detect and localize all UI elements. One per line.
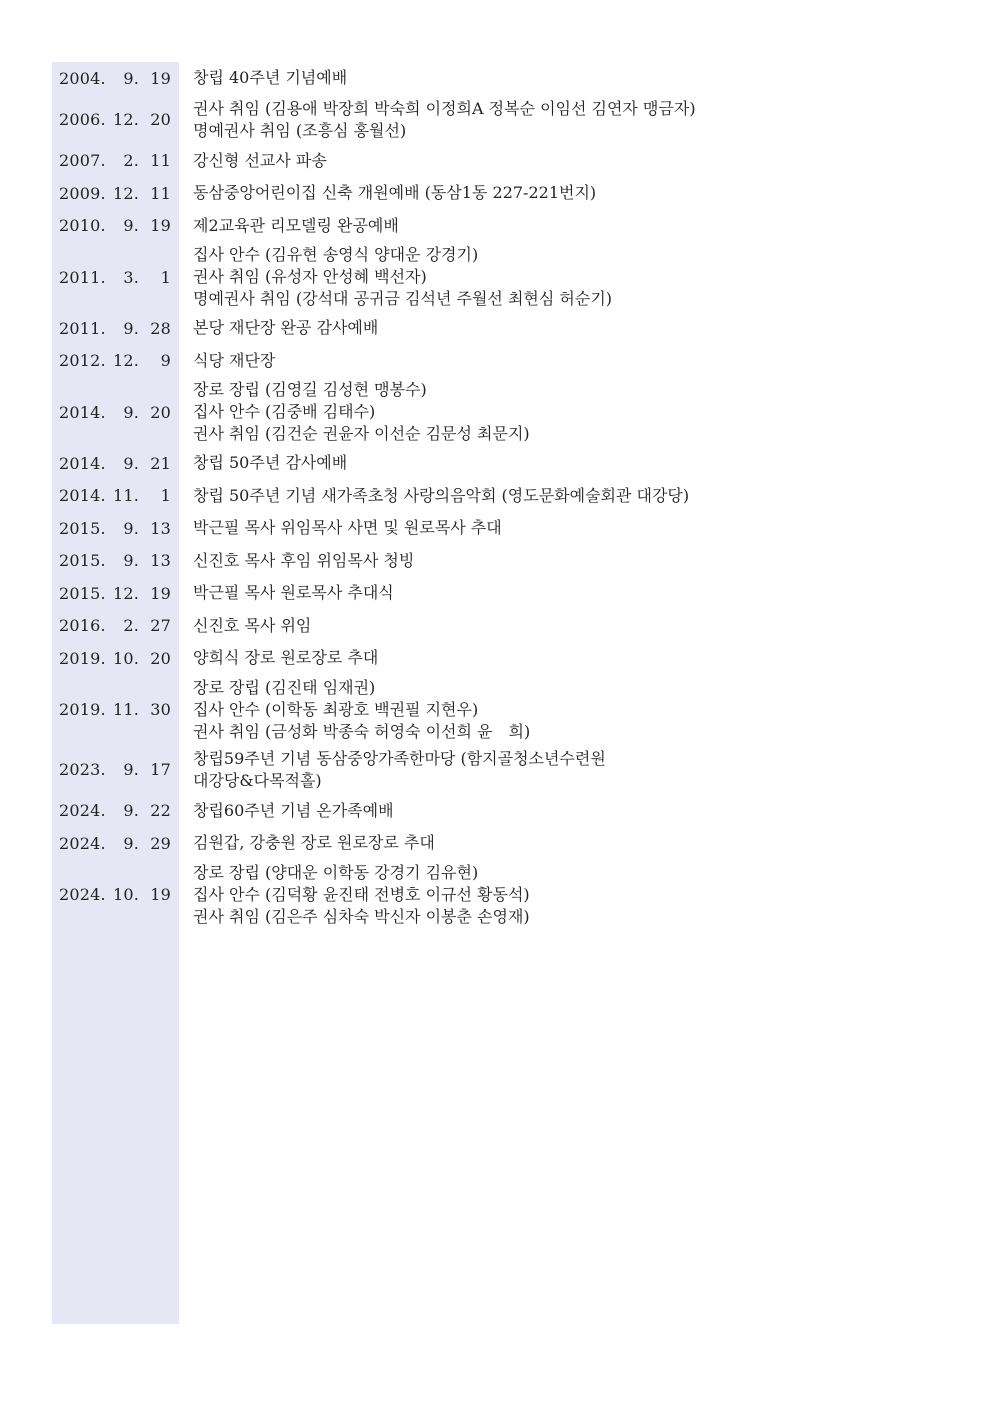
- event-date: [52, 319, 179, 338]
- event-date: [52, 454, 179, 473]
- date-month: 9.: [123, 453, 139, 473]
- date-year: 2019.: [59, 700, 106, 719]
- date-month: 12.: [112, 583, 139, 603]
- date-month: 2.: [123, 151, 139, 171]
- event-line: 권사 취임 (금성화 박종숙 허영숙 이선희 윤 희): [193, 721, 531, 741]
- timeline-row: [52, 312, 952, 345]
- date-year: 2014.: [59, 486, 106, 506]
- event-line: 권사 취임 (김용애 박장희 박숙희 이정희A 정복순 이임선 김연자 맹금자): [193, 98, 696, 118]
- timeline-row: [52, 242, 952, 312]
- timeline-row: [52, 745, 952, 795]
- event-description: [179, 485, 952, 507]
- date-year: 2024.: [59, 801, 106, 821]
- event-description: [179, 350, 952, 372]
- event-date: [52, 184, 179, 203]
- event-line: 박근필 목사 위임목사 사면 및 원로목사 추대: [193, 518, 502, 538]
- timeline-row: [52, 860, 952, 930]
- event-date: [52, 486, 179, 505]
- date-day: 27: [150, 616, 171, 636]
- date-month: 11.: [112, 700, 139, 719]
- event-description: [179, 800, 952, 822]
- timeline-row: [52, 512, 952, 545]
- date-month: 9.: [123, 801, 139, 821]
- event-line: 양희식 장로 원로장로 추대: [193, 648, 379, 668]
- date-month: 2.: [123, 616, 139, 636]
- date-month: 12.: [112, 351, 139, 371]
- event-date: [52, 616, 179, 635]
- timeline-row: [52, 145, 952, 178]
- event-line: 권사 취임 (유성자 안성혜 백선자): [193, 267, 427, 286]
- timeline-row: [52, 827, 952, 860]
- event-date: [52, 885, 179, 904]
- event-line: 대강당&다목적홀): [193, 770, 322, 790]
- timeline-row: [52, 447, 952, 480]
- date-month: 12.: [112, 183, 139, 203]
- event-date: [52, 69, 179, 88]
- event-line: 창립 40주년 기념예배: [193, 68, 348, 88]
- date-month: 3.: [123, 267, 139, 287]
- date-year: 2012.: [59, 351, 106, 371]
- date-day: 20: [150, 402, 171, 422]
- event-line: 창립60주년 기념 온가족예배: [193, 800, 394, 820]
- event-date: [52, 801, 179, 820]
- timeline-row: [52, 675, 952, 745]
- date-month: 12.: [112, 110, 139, 129]
- date-day: 9: [160, 351, 171, 371]
- event-description: [179, 582, 952, 604]
- date-year: 2014.: [59, 402, 106, 422]
- date-month: 9.: [123, 518, 139, 538]
- event-line: 장로 장립 (김영길 김성현 맹봉수): [193, 380, 427, 399]
- event-description: [179, 67, 952, 89]
- event-description: [179, 379, 952, 445]
- event-line: 창립 50주년 기념 새가족초청 사랑의음악회 (영도문화예술회관 대강당): [193, 485, 690, 505]
- date-day: 30: [150, 700, 171, 719]
- church-history-timeline: [52, 62, 952, 930]
- date-year: 2015.: [59, 551, 106, 571]
- timeline-row: [52, 642, 952, 675]
- timeline-row: [52, 480, 952, 513]
- event-line: 집사 안수 (김중배 김태수): [193, 402, 376, 421]
- date-month: 11.: [112, 486, 139, 506]
- date-year: 2011.: [59, 267, 106, 287]
- date-day: 19: [150, 885, 171, 904]
- event-line: 제2교육관 리모델링 완공예배: [193, 215, 399, 235]
- date-month: 10.: [112, 648, 139, 668]
- date-day: 28: [150, 318, 171, 338]
- event-line: 장로 장립 (김진태 임재권): [193, 677, 376, 697]
- date-day: 13: [150, 551, 171, 571]
- event-date: [52, 584, 179, 603]
- date-year: 2015.: [59, 518, 106, 538]
- event-line: 집사 안수 (이학동 최광호 백권필 지현우): [193, 699, 479, 719]
- date-year: 2011.: [59, 318, 106, 338]
- date-year: 2023.: [59, 760, 106, 779]
- event-line: 김원갑, 강충원 장로 원로장로 추대: [193, 833, 435, 853]
- event-description: [179, 98, 952, 142]
- date-day: 17: [150, 760, 171, 779]
- date-month: 9.: [123, 318, 139, 338]
- timeline-row: [52, 545, 952, 578]
- date-month: 10.: [112, 885, 139, 904]
- event-date: [52, 700, 179, 719]
- event-description: [179, 677, 952, 743]
- event-date: [52, 268, 179, 287]
- timeline-row: [52, 95, 952, 145]
- event-description: [179, 832, 952, 854]
- date-year: 2015.: [59, 583, 106, 603]
- event-description: [179, 317, 952, 339]
- event-description: [179, 647, 952, 669]
- event-date: [52, 403, 179, 422]
- event-line: 동삼중앙어린이집 신축 개원예배 (동삼1동 227-221번지): [193, 183, 597, 203]
- event-line: 신진호 목사 후임 위임목사 청빙: [193, 550, 415, 570]
- event-date: [52, 110, 179, 129]
- event-date: [52, 351, 179, 370]
- event-line: 권사 취임 (김은주 심차숙 박신자 이봉춘 손영재): [193, 906, 530, 926]
- event-date: [52, 649, 179, 668]
- date-year: 2006.: [59, 110, 106, 129]
- date-year: 2009.: [59, 183, 106, 203]
- event-description: [179, 862, 952, 928]
- event-description: [179, 748, 952, 792]
- event-description: [179, 182, 952, 204]
- event-description: [179, 150, 952, 172]
- timeline-row: [52, 795, 952, 828]
- event-date: [52, 551, 179, 570]
- event-date: [52, 151, 179, 170]
- event-description: [179, 615, 952, 637]
- event-date: [52, 519, 179, 538]
- date-day: 1: [160, 267, 171, 287]
- date-day: 20: [150, 648, 171, 668]
- date-month: 9.: [123, 551, 139, 571]
- event-line: 권사 취임 (김건순 권윤자 이선순 김문성 최문지): [193, 424, 530, 443]
- event-description: [179, 215, 952, 237]
- date-month: 9.: [123, 216, 139, 236]
- date-year: 2019.: [59, 648, 106, 668]
- date-day: 19: [150, 68, 171, 88]
- event-line: 식당 재단장: [193, 350, 276, 370]
- event-line: 강신형 선교사 파송: [193, 150, 327, 170]
- event-line: 박근필 목사 원로목사 추대식: [193, 583, 394, 603]
- date-day: 21: [150, 453, 171, 473]
- timeline-row: [52, 577, 952, 610]
- event-description: [179, 244, 952, 310]
- date-year: 2024.: [59, 833, 106, 853]
- timeline-row: [52, 610, 952, 643]
- date-year: 2024.: [59, 885, 106, 904]
- timeline-row: [52, 210, 952, 243]
- event-line: 명예권사 취임 (조흥심 홍월선): [193, 120, 407, 140]
- date-day: 19: [150, 583, 171, 603]
- event-line: 신진호 목사 위임: [193, 615, 312, 635]
- date-year: 2010.: [59, 216, 106, 236]
- event-description: [179, 517, 952, 539]
- event-description: [179, 550, 952, 572]
- date-day: 1: [160, 486, 171, 506]
- date-year: 2014.: [59, 453, 106, 473]
- date-year: 2004.: [59, 68, 106, 88]
- event-line: 장로 장립 (양대운 이학동 강경기 김유현): [193, 862, 479, 882]
- event-line: 창립 50주년 감사예배: [193, 453, 348, 473]
- event-date: [52, 216, 179, 235]
- date-day: 11: [150, 151, 171, 171]
- date-month: 9.: [123, 402, 139, 422]
- timeline-row: [52, 62, 952, 95]
- date-month: 9.: [123, 833, 139, 853]
- date-day: 29: [150, 833, 171, 853]
- timeline-row: [52, 377, 952, 447]
- timeline-row: [52, 177, 952, 210]
- date-day: 11: [150, 183, 171, 203]
- event-description: [179, 452, 952, 474]
- date-year: 2016.: [59, 616, 106, 636]
- timeline-row: [52, 345, 952, 378]
- event-date: [52, 760, 179, 779]
- event-line: 집사 안수 (김유현 송영식 양대운 강경기): [193, 245, 479, 264]
- event-line: 창립59주년 기념 동삼중앙가족한마당 (함지골청소년수련원: [193, 748, 606, 768]
- date-year: 2007.: [59, 151, 106, 171]
- date-day: 13: [150, 518, 171, 538]
- event-date: [52, 834, 179, 853]
- date-day: 20: [150, 110, 171, 129]
- event-line: 본당 재단장 완공 감사예배: [193, 318, 379, 338]
- event-line: 명예권사 취임 (강석대 공귀금 김석년 주월선 최현심 허순기): [193, 289, 613, 308]
- date-month: 9.: [123, 68, 139, 88]
- date-month: 9.: [123, 760, 139, 779]
- date-day: 22: [150, 801, 171, 821]
- event-line: 집사 안수 (김덕황 윤진태 전병호 이규선 황동석): [193, 884, 530, 904]
- date-day: 19: [150, 216, 171, 236]
